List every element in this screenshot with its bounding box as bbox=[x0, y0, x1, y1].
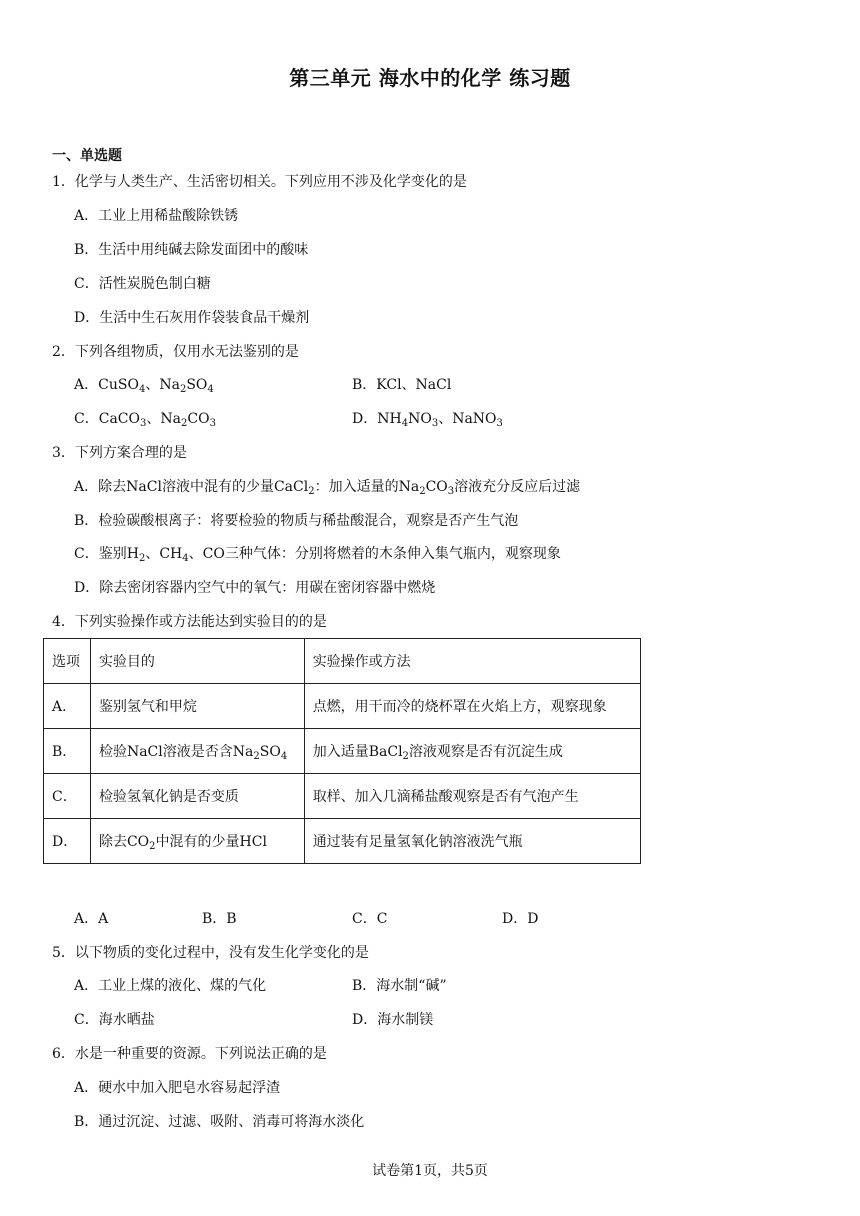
section-heading: 一、单选题 bbox=[52, 148, 122, 164]
question-4-option-c: C．C bbox=[352, 911, 388, 927]
table-row bbox=[44, 684, 641, 729]
table-cell: A． bbox=[44, 684, 91, 729]
question-5-option-a: A．工业上煤的液化、煤的气化 bbox=[74, 978, 267, 994]
question-2-option-c: C．CaCO$_3$、$Na_2CO_3$ bbox=[74, 411, 216, 429]
question-5-stem: 5．以下物质的变化过程中，没有发生化学变化的是 bbox=[52, 945, 369, 961]
table-cell: 加入适量BaCl$_2$溶液观察是否有沉淀生成 bbox=[304, 729, 640, 774]
page-footer: 试卷第1页，共5页 bbox=[372, 1163, 488, 1179]
table-header-row bbox=[44, 639, 641, 684]
table-header-cell: 选项 bbox=[44, 639, 91, 684]
question-2-option-a: A．CuSO$_4$、$Na_2SO_4$ bbox=[74, 377, 214, 395]
question-4-option-b: B．B bbox=[202, 911, 237, 927]
question-2-option-b: B．KCl、NaCl bbox=[352, 377, 452, 393]
table-row bbox=[44, 819, 641, 864]
table-cell: 检验NaCl溶液是否含$Na_2SO_4$ bbox=[90, 729, 304, 774]
question-3-option-b: B．检验碳酸根离子：将要检验的物质与稀盐酸混合，观察是否产生气泡 bbox=[74, 513, 519, 529]
table-cell: 通过装有足量氢氧化钠溶液洗气瓶 bbox=[304, 819, 640, 864]
question-1-stem: 1．化学与人类生产、生活密切相关。下列应用不涉及化学变化的是 bbox=[52, 174, 467, 190]
question-4-option-a: A．A bbox=[74, 911, 109, 927]
question-1-option-b: B．生活中用纯碱去除发面团中的酸味 bbox=[74, 242, 309, 258]
question-3-stem: 3．下列方案合理的是 bbox=[52, 445, 187, 461]
question-1-option-d: D．生活中生石灰用作袋装食品干燥剂 bbox=[74, 310, 310, 326]
question-5-option-c: C．海水晒盐 bbox=[74, 1012, 155, 1028]
table-cell: 除去$CO_2$中混有的少量HCl bbox=[90, 819, 304, 864]
table-cell: 点燃，用干而冷的烧杯罩在火焰上方，观察现象 bbox=[304, 684, 640, 729]
table-cell: C． bbox=[44, 774, 91, 819]
question-4-stem: 4．下列实验操作或方法能达到实验目的的是 bbox=[52, 614, 327, 630]
table-cell: 检验氢氧化钠是否变质 bbox=[90, 774, 304, 819]
question-2-option-d: D．$NH_4NO_3$、NaNO$_3$ bbox=[352, 411, 503, 429]
table-cell: 取样、加入几滴稀盐酸观察是否有气泡产生 bbox=[304, 774, 640, 819]
question-3-option-d: D．除去密闭容器内空气中的氧气：用碳在密闭容器中燃烧 bbox=[74, 580, 436, 596]
question-4-table bbox=[43, 638, 641, 864]
question-6-option-a: A．硬水中加入肥皂水容易起浮渣 bbox=[74, 1080, 281, 1096]
page-title: 第三单元 海水中的化学 练习题 bbox=[289, 66, 571, 90]
question-5-option-b: B．海水制“碱” bbox=[352, 978, 447, 994]
table-cell: D． bbox=[44, 819, 91, 864]
table-row bbox=[44, 729, 641, 774]
table-header-cell: 实验目的 bbox=[90, 639, 304, 684]
question-5-option-d: D．海水制镁 bbox=[352, 1012, 434, 1028]
table-cell: 鉴别氢气和甲烷 bbox=[90, 684, 304, 729]
table-cell: B． bbox=[44, 729, 91, 774]
table-header-cell: 实验操作或方法 bbox=[304, 639, 640, 684]
question-6-stem: 6．水是一种重要的资源。下列说法正确的是 bbox=[52, 1046, 327, 1062]
question-3-option-c: C．鉴别$H_2$、$CH_4$、CO三种气体：分别将燃着的木条伸入集气瓶内，观察现象 bbox=[74, 546, 561, 564]
question-3-option-a: A．除去NaCl溶液中混有的少量CaCl$_2$：加入适量的$Na_2CO_3$溶液充分反应后过滤 bbox=[74, 479, 581, 497]
question-6-option-b: B．通过沉淀、过滤、吸附、消毒可将海水淡化 bbox=[74, 1114, 365, 1130]
question-1-option-c: C．活性炭脱色制白糖 bbox=[74, 276, 211, 292]
question-4-option-d: D．D bbox=[502, 911, 539, 927]
question-2-stem: 2．下列各组物质，仅用水无法鉴别的是 bbox=[52, 344, 299, 360]
table-row bbox=[44, 774, 641, 819]
question-1-option-a: A．工业上用稀盐酸除铁锈 bbox=[74, 208, 239, 224]
